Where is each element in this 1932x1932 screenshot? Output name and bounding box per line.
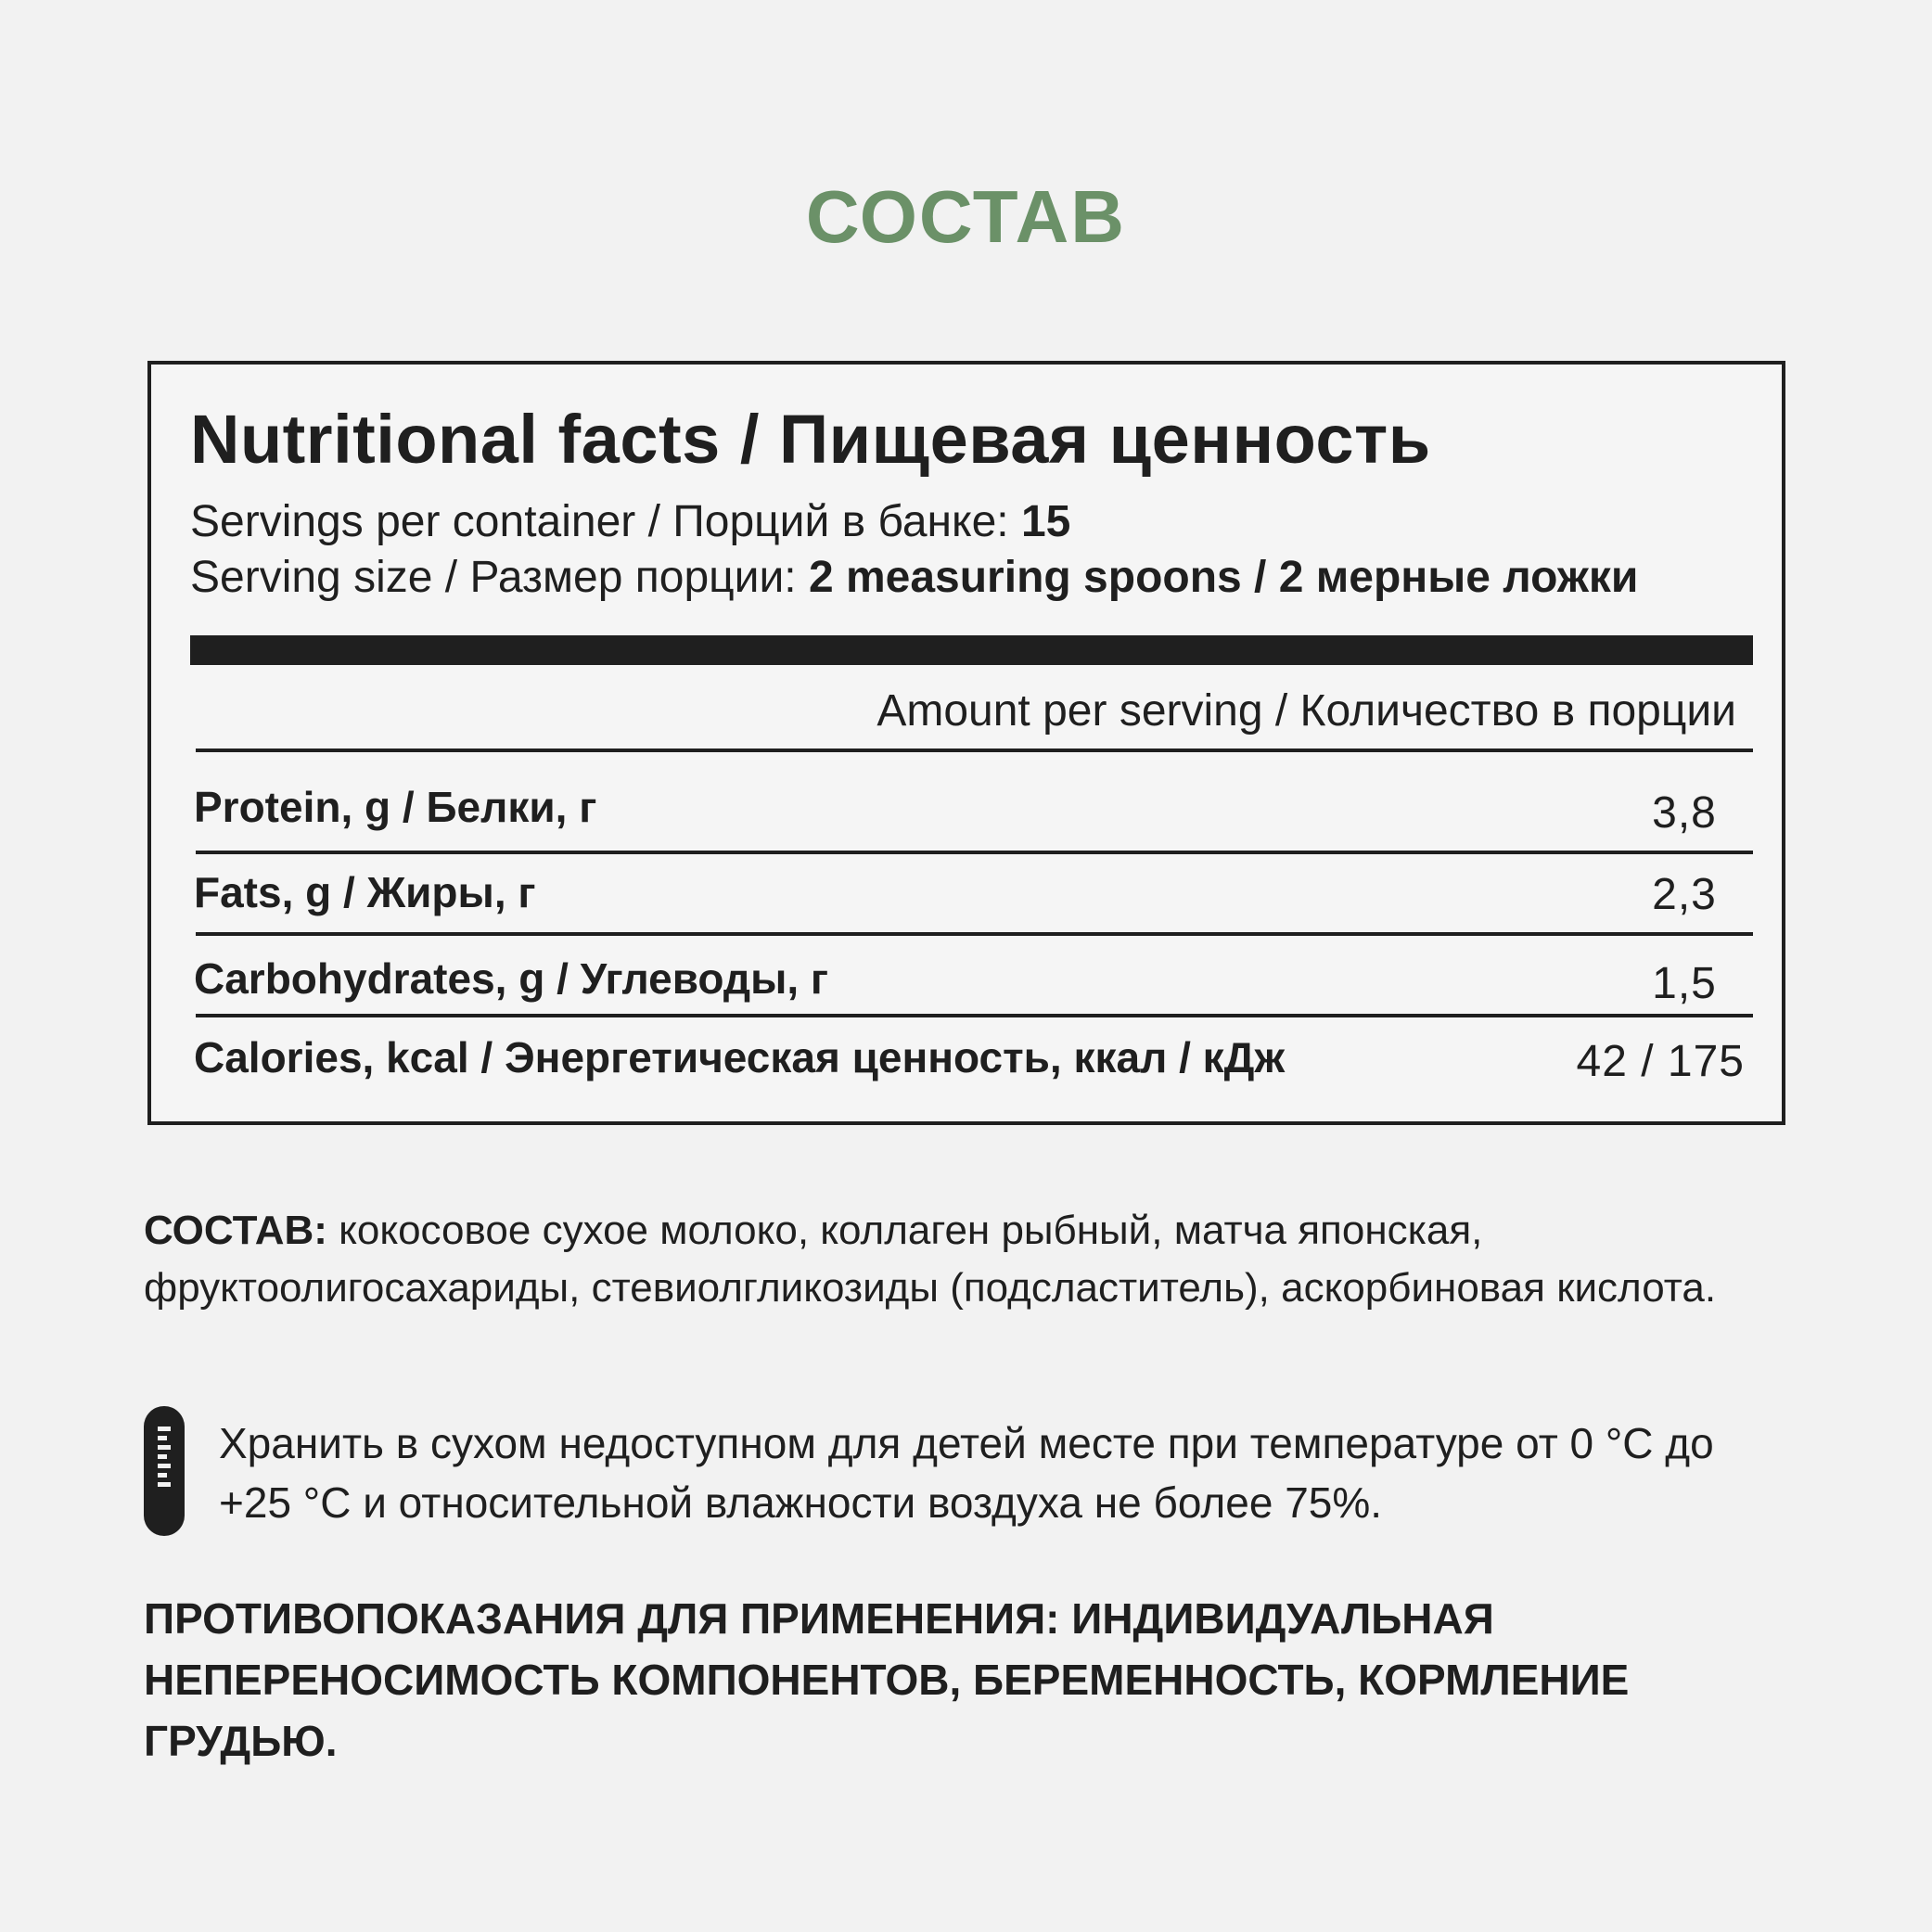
row-value-calories: 42 / 175 xyxy=(1576,1037,1745,1086)
row-label-protein: Protein, g / Белки, г xyxy=(194,783,597,831)
nutrition-facts-panel xyxy=(147,361,1785,1125)
amount-per-serving-header: Amount per serving / Количество в порции xyxy=(876,686,1736,736)
divider xyxy=(196,1014,1753,1017)
divider xyxy=(196,851,1753,854)
serving-size-label: Serving size / Размер порции: xyxy=(190,553,809,602)
facts-title: Nutritional facts / Пищевая ценность xyxy=(190,401,1431,478)
row-label-calories: Calories, kcal / Энергетическая ценность, ккал / кДж xyxy=(194,1033,1286,1081)
row-label-carbohydrates: Carbohydrates, g / Углеводы, г xyxy=(194,954,829,1003)
row-value-carbohydrates: 1,5 xyxy=(1652,959,1717,1008)
row-label-fats: Fats, g / Жиры, г xyxy=(194,868,536,916)
row-value-protein: 3,8 xyxy=(1652,788,1717,838)
composition-label: СОСТАВ: xyxy=(144,1208,327,1253)
contraindications: ПРОТИВОПОКАЗАНИЯ ДЛЯ ПРИМЕНЕНИЯ: ИНДИВИДУАЛЬНАЯ НЕПЕРЕНОСИМОСТЬ КОМПОНЕНТОВ, БЕРЕМЕННОСТЬ, КОРМЛЕНИЕ ГРУДЬЮ. xyxy=(144,1594,1630,1765)
serving-size xyxy=(190,552,1638,603)
thick-divider xyxy=(190,635,1753,665)
composition-text xyxy=(144,1202,1795,1317)
servings-per-container xyxy=(190,496,1070,547)
page-title: СОСТАВ xyxy=(805,175,1127,258)
row-value-fats: 2,3 xyxy=(1652,870,1717,919)
servings-label: Servings per container / Порций в банке: xyxy=(190,497,1021,546)
serving-size-value: 2 measuring spoons / 2 мерные ложки xyxy=(808,553,1639,602)
thermometer-icon xyxy=(144,1406,185,1536)
storage-conditions: Хранить в сухом недоступном для детей месте при температуре от 0 °С до +25 °С и относительной влажности воздуха не более 75%. xyxy=(219,1419,1714,1527)
divider xyxy=(196,748,1753,752)
composition-ingredients: кокосовое сухое молоко, коллаген рыбный, матча японская, фруктоолигосахариды, стевиолгликозиды (подсластитель), аскорбиновая кислота. xyxy=(144,1208,1717,1311)
servings-value: 15 xyxy=(1020,497,1071,546)
divider xyxy=(196,932,1753,936)
